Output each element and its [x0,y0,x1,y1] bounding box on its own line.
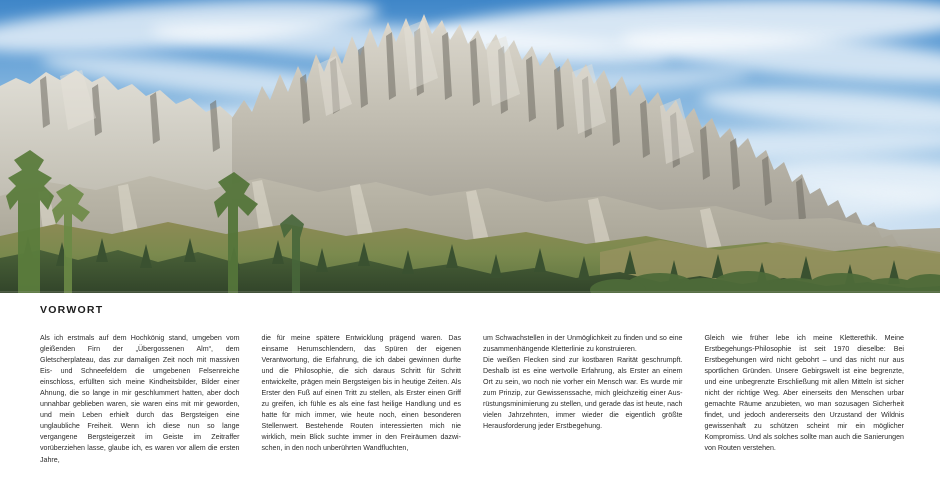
paragraph: um Schwachstellen in der Unmöglichkeit zu finden und so eine zusammenhängende Kletterlinie zu konstruieren. [483,334,683,354]
article-content [0,293,940,500]
text-column-4 [705,333,905,466]
text-column-1 [40,333,240,466]
text-columns-container [40,333,904,466]
text-column-3 [483,333,683,466]
paragraph: Als ich erstmals auf dem Hochkönig stand, umgeben vom gleißenden Firn der „Übergossenen Alm“, dem Gletscherplateau, das zur damaligen Zeit noch mit massiven Eis- und Schneefeldern die umgebenen Felsenreiche einschloss, erfüllten sich meine Kindheitsbilder, Bilder einer Ahnung, die so lange in mir geschlummert hatten, aber doch unnahbar geblieben waren, sie waren eins mit mir geworden, und mein Leben erhielt durch das Bergsteigen eine unglaubliche Freiheit. Wenn ich diese nun so lange vergangene Bergsteigerzeit im Geiste im Zeitraffer vorüberziehen lasse, glaube ich, es waren vor allem die ersten Jahre, [40,334,240,464]
paragraph: Die weißen Flecken sind zur kostbaren Rarität geschrumpft. Deshalb ist es eine wertvolle Erfahrung, als Erster an einem Ort zu sein, wo noch nie vorher ein Mensch war. Es wurde mir zum Prinzip, zur Gewissenssache, mich gleichzeitig einer Ausrüstungsminimierung zu stellen, und gerade das ist heute, nach vielen Jahrzehnten, immer wieder die eigentlich größte Herausforderung jeder Erstbegehung. [483,356,683,431]
paragraph: die für meine spätere Entwicklung prägend waren. Das einsame Herumschlendern, das Spüren der eigenen Verantwortung, die Erfahrung, die ich dabei gewinnen durfte und die Philosophie, die sich daraus Schritt für Schritt entwickelte, prägen mein Bergsteigen bis in heutige Zeiten. Als Erster den Fuß auf einen Tritt zu stellen, als Erster einen Griff zu greifen, ich fühle es als eine fast heilige Handlung und es hatte für mich immer, wie heute noch, einen besonderen Stellenwert. Bestehende Routen interessierten mich nie wirklich, mein Blick suchte immer in den Freiräumen dazwischen, in den noch unberührten Wandfluchten, [261,334,461,453]
paragraph: Gleich wie früher lebe ich meine Kletterethik. Meine Erstbegehungs-Philosophie ist seit 1970 dieselbe: Bei Erstbegehungen wird nicht gebohrt – und das nicht nur aus sportlichen Gründen. Unsere Gebirgswelt ist eine begrenzte, und eine unbegrenzte Erschließung mit allen Mitteln ist sicher nicht der richtige Weg. Aber einerseits den Menschen urbar gemachte Räume anzubieten, wo man sozusagen Sicherheit findet, und jedoch andererseits den Urzustand der Wildnis gewissenhaft zu schützen scheint mir ein möglicher Kompromiss. Und als solches sollte man auch die Sanierungen von Routen verstehen. [704,334,904,453]
page-title: VORWORT [40,304,104,316]
text-column-2 [262,333,462,466]
